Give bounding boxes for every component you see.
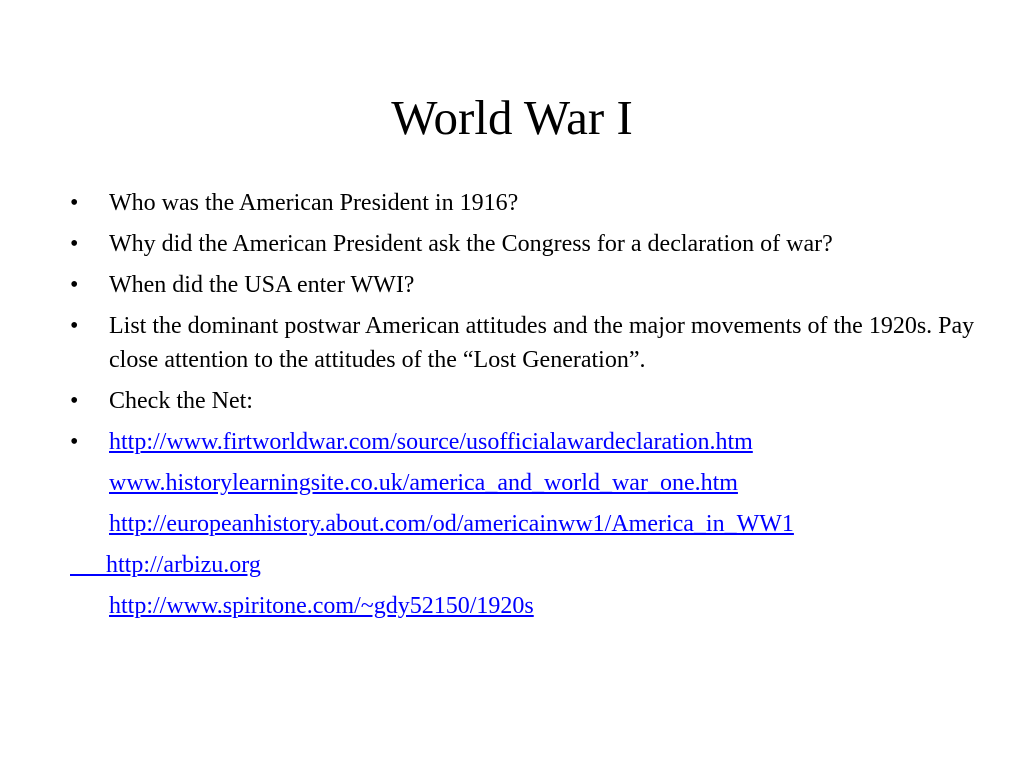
- bullet-text: When did the USA enter WWI?: [109, 272, 415, 298]
- bullet-text: Check the Net:: [109, 388, 253, 414]
- bullet-item-declaration: [70, 227, 980, 261]
- link-row-historylearningsite: [70, 466, 980, 500]
- bullet-icon: •: [70, 388, 79, 414]
- link-europeanhistory[interactable]: http://europeanhistory.about.com/od/americainww1/America_in_WW1: [109, 511, 794, 537]
- bullet-item-postwar-attitudes: [70, 309, 980, 377]
- link-historylearningsite[interactable]: www.historylearningsite.co.uk/america_and_world_war_one.htm: [109, 470, 738, 496]
- bullet-icon: •: [70, 429, 79, 455]
- link-arbizu[interactable]: http://arbizu.org: [70, 552, 261, 578]
- link-spiritone[interactable]: http://www.spiritone.com/~gdy52150/1920s: [109, 593, 534, 619]
- bullet-text: Why did the American President ask the Congress for a declaration of war?: [109, 231, 833, 257]
- link-row-europeanhistory: [70, 507, 980, 541]
- slide-title: World War I: [391, 90, 633, 145]
- bullet-icon: •: [70, 231, 79, 257]
- bullet-icon: •: [70, 313, 79, 339]
- link-firstworldwar[interactable]: http://www.firtworldwar.com/source/usofficialawardeclaration.htm: [109, 429, 753, 455]
- link-row-arbizu: [70, 548, 980, 582]
- bullet-item-link-firstworldwar: [70, 425, 980, 459]
- bullet-item-president: [70, 186, 980, 220]
- bullet-text: List the dominant postwar American attitudes and the major movements of the 1920s. Pay close attention to the attitudes of the “Lost Generation”.: [109, 313, 975, 373]
- bullet-icon: •: [70, 190, 79, 216]
- link-row-spiritone: [70, 589, 980, 623]
- bullet-list: [70, 186, 980, 630]
- bullet-item-check-net: [70, 384, 980, 418]
- bullet-item-enter-wwi: [70, 268, 980, 302]
- bullet-icon: •: [70, 272, 79, 298]
- bullet-text: Who was the American President in 1916?: [109, 190, 519, 216]
